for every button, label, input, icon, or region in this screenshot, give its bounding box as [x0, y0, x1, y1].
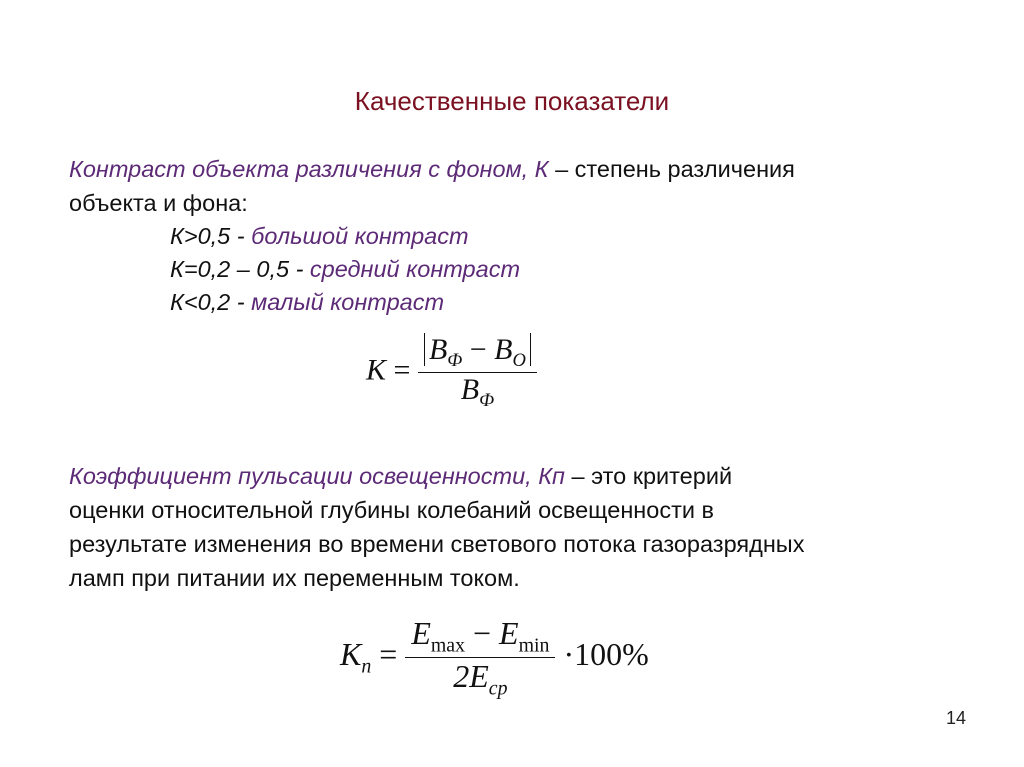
contrast-condition: К>0,5 - — [170, 223, 245, 249]
contrast-definition — [69, 152, 969, 220]
symbol-k: K — [340, 636, 362, 673]
formula-equals: = — [379, 636, 398, 673]
subscript: Ф — [447, 350, 463, 371]
formula-fraction — [418, 333, 537, 412]
subscript: max — [430, 634, 465, 657]
subscript: O — [512, 350, 526, 371]
contrast-condition: К<0,2 - — [170, 289, 245, 315]
pulsation-formula — [340, 615, 649, 701]
symbol-e: E — [411, 615, 431, 651]
formula-percent-factor: ·100% — [563, 636, 649, 673]
pulsation-line3: результате изменения во времени светового потока газоразрядных — [69, 531, 805, 557]
formula-lhs — [340, 636, 372, 678]
pulsation-line2: оценки относительной глубины колебаний освещенности в — [69, 497, 714, 523]
symbol-b: B — [494, 333, 513, 366]
subscript: min — [518, 634, 550, 657]
contrast-definition-line1: – степень различения — [548, 156, 795, 182]
list-item — [170, 253, 520, 286]
subscript: ср — [488, 677, 508, 700]
formula-denominator — [418, 373, 537, 412]
contrast-levels-list — [170, 220, 520, 319]
symbol-2e: 2E — [453, 658, 489, 695]
contrast-description: малый контраст — [244, 289, 445, 315]
symbol-b: B — [428, 333, 448, 366]
symbol-e: E — [499, 615, 519, 651]
symbol-b: B — [460, 373, 480, 406]
contrast-term: Контраст объекта различения с фоном, К — [69, 156, 549, 182]
formula-denominator — [405, 658, 555, 700]
contrast-description: большой контраст — [244, 223, 469, 249]
formula-fraction — [405, 615, 555, 701]
formula-lhs: K — [366, 353, 387, 387]
page-number: 14 — [945, 708, 966, 728]
pulsation-line1: – это критерий — [565, 463, 733, 489]
contrast-description: средний контраст — [303, 256, 521, 282]
minus-sign: − — [469, 333, 487, 366]
contrast-condition: К=0,2 – 0,5 - — [170, 256, 304, 282]
contrast-formula — [366, 333, 537, 412]
pulsation-line4: ламп при питании их переменным током. — [69, 565, 520, 591]
subscript: Ф — [479, 390, 495, 411]
contrast-definition-line2: объекта и фона: — [69, 190, 248, 216]
subscript: п — [361, 655, 372, 678]
formula-numerator — [418, 333, 537, 373]
pulsation-definition — [69, 459, 969, 595]
formula-numerator — [405, 615, 555, 658]
pulsation-term: Коэффициент пульсации освещенности, Кп — [69, 463, 565, 489]
minus-sign: − — [473, 615, 492, 651]
absolute-value — [424, 333, 531, 371]
list-item — [170, 286, 520, 319]
list-item — [170, 220, 520, 253]
slide-title: Качественные показатели — [354, 86, 670, 116]
formula-equals: = — [393, 353, 411, 387]
